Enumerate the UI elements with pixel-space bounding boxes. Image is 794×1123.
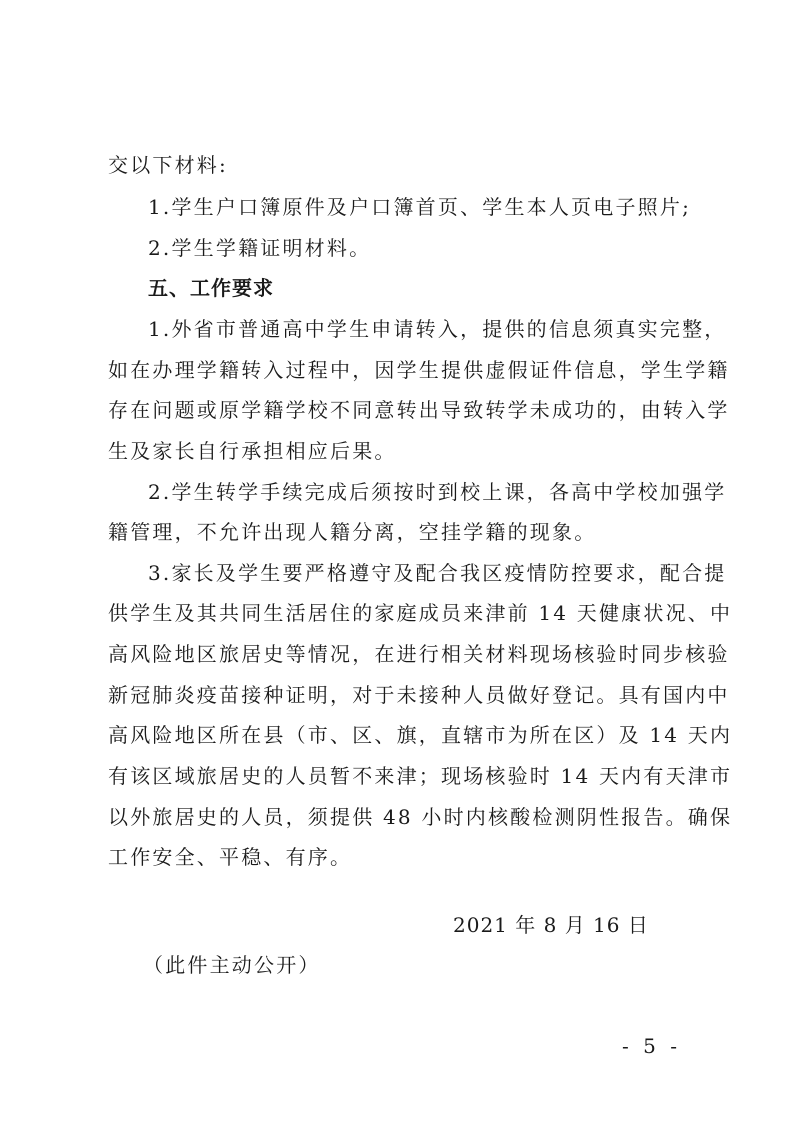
- material-item-1: 1.学生户口簿原件及户口簿首页、学生本人页电子照片;: [148, 195, 692, 219]
- page-number: - 5 -: [622, 1034, 681, 1058]
- requirement-3-line-7: 以外旅居史的人员，须提供 48 小时内核酸检测阴性报告。确保: [108, 805, 733, 829]
- requirement-1-line-2: 如在办理学籍转入过程中，因学生提供虚假证件信息，学生学籍: [108, 358, 730, 382]
- document-date: 2021 年 8 月 16 日: [453, 913, 649, 937]
- requirement-3-line-4: 新冠肺炎疫苗接种证明，对于未接种人员做好登记。具有国内中: [108, 683, 730, 707]
- disclosure-note: （此件主动公开）: [143, 953, 321, 977]
- requirement-3-line-8: 工作安全、平稳、有序。: [108, 845, 353, 869]
- requirement-1-line-3: 存在问题或原学籍学校不同意转出导致转学未成功的，由转入学: [108, 398, 730, 422]
- requirement-3-line-3: 高风险地区旅居史等情况，在进行相关材料现场核验时同步核验: [108, 642, 730, 666]
- requirement-2-line-2: 籍管理，不允许出现人籍分离，空挂学籍的现象。: [108, 520, 597, 544]
- material-item-2: 2.学生学籍证明材料。: [148, 236, 372, 260]
- requirement-3-line-2: 供学生及其共同生活居住的家庭成员来津前 14 天健康状况、中: [108, 601, 733, 625]
- intro-line: 交以下材料:: [108, 153, 228, 177]
- requirement-3-line-6: 有该区域旅居史的人员暂不来津；现场核验时 14 天内有天津市: [108, 764, 733, 788]
- requirement-3-line-5: 高风险地区所在县（市、区、旗，直辖市为所在区）及 14 天内: [108, 723, 733, 747]
- requirement-3-line-1: 3.家长及学生要严格遵守及配合我区疫情防控要求，配合提: [148, 561, 727, 585]
- requirement-1-line-4: 生及家长自行承担相应后果。: [108, 439, 397, 463]
- requirement-1-line-1: 1.外省市普通高中学生申请转入，提供的信息须真实完整，: [148, 317, 727, 341]
- requirement-2-line-1: 2.学生转学手续完成后须按时到校上课，各高中学校加强学: [148, 480, 727, 504]
- section-heading: 五、工作要求: [148, 276, 274, 300]
